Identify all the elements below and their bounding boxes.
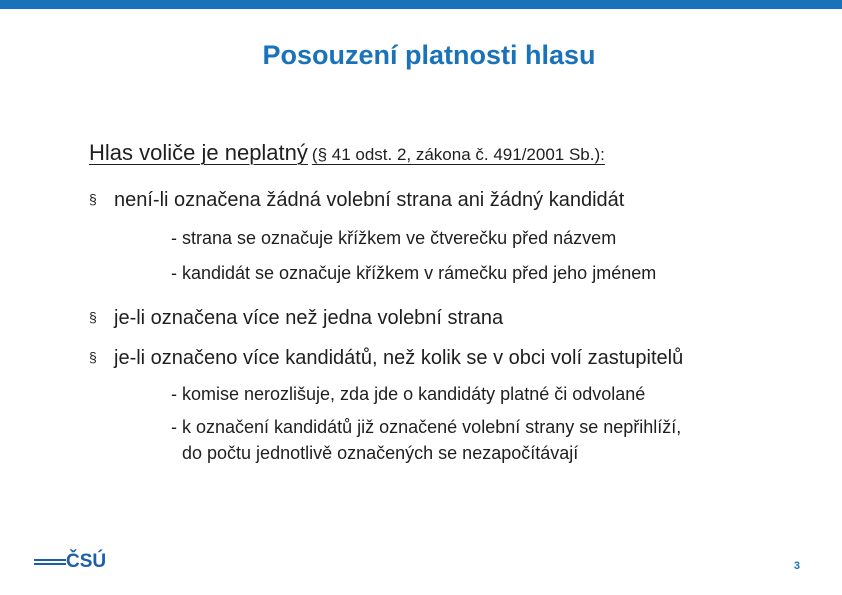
section-sign-bullet-icon: § [89, 191, 97, 207]
bullet-item [89, 344, 683, 371]
sub-item: do počtu jednotlivě označených se nezapočítávají [182, 443, 579, 463]
heading-law-reference: (§ 41 odst. 2, zákona č. 491/2001 Sb.): [311, 145, 605, 164]
page-number: 3 [793, 560, 800, 572]
top-accent-bar [0, 0, 842, 9]
section-sign-bullet-icon: § [89, 309, 97, 325]
bullet-item [89, 186, 624, 213]
logo-lines-icon [34, 559, 66, 567]
sub-item: - komise nerozlišuje, zda jde o kandidáty platné či odvolané [171, 384, 646, 404]
sub-item: - k označení kandidátů již označené volební strany se nepřihlíží, [171, 417, 682, 437]
section-heading [89, 138, 605, 170]
bullet-text: je-li označena více než jedna volební strana [114, 307, 504, 329]
csu-logo [34, 548, 114, 576]
bullet-text: je-li označeno více kandidátů, než kolik se v obci volí zastupitelů [114, 347, 684, 369]
bullet-text: není-li označena žádná volební strana ani žádný kandidát [114, 189, 625, 211]
slide-title: Posouzení platnosti hlasu [262, 40, 596, 70]
sub-item: - strana se označuje křížkem ve čtverečku před názvem [171, 228, 617, 248]
bullet-item [89, 304, 503, 331]
heading-main: Hlas voliče je neplatný [89, 140, 308, 165]
sub-item: - kandidát se označuje křížkem v rámečku před jeho jménem [171, 263, 657, 283]
logo-text: ČSÚ [66, 551, 107, 572]
section-sign-bullet-icon: § [89, 349, 97, 365]
